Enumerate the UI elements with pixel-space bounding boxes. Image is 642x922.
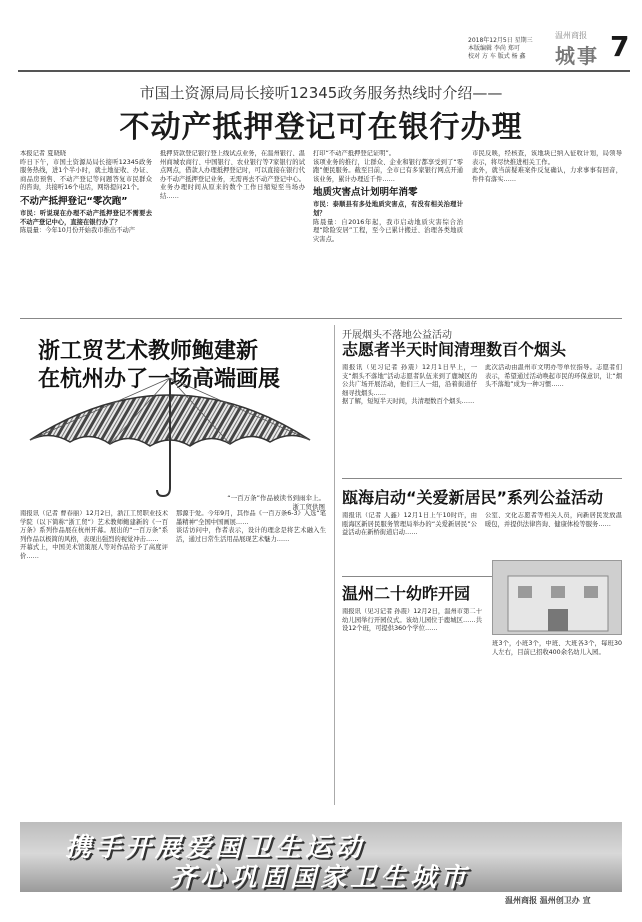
newcomer-body-col2-text: 公室、文化志愿者等相关人员，向新居民发放温暖包，并提供法律咨询、健康体检等服务…… — [485, 512, 622, 528]
newcomer-title: 瓯海启动“关爱新居民”系列公益活动 — [342, 488, 604, 507]
lead-col3-question: 市民：泰顺县有多处地质灾害点，有没有相关治理计划？ — [313, 201, 463, 217]
public-service-banner — [20, 822, 622, 892]
newspaper-brand: 温州商报 — [555, 31, 587, 40]
lead-col1-subhead: 不动产抵押登记“零次跑” — [20, 195, 128, 207]
art-body-col2 — [176, 510, 326, 810]
art-title-line2: 在杭州办了一场高端画展 — [38, 367, 281, 392]
caption-credit: 浙工贸供图 — [292, 503, 325, 511]
kindergarten-body-col1 — [342, 608, 482, 808]
art-body-col1 — [20, 510, 168, 810]
kindergarten-body-col2 — [492, 640, 622, 670]
lead-col3-answer: 陈晨量：自2016年起，我市启动地质灾害综合治理“除险安居”工程，至今已累计搬迁、治理各类地质灾害点。 — [313, 218, 463, 243]
section-divider — [20, 318, 622, 319]
newcomer-body-col1 — [342, 512, 477, 572]
lead-column-3 — [313, 150, 463, 310]
banner-credit: 温州商报 温州创卫办 宣 — [505, 896, 591, 905]
lead-column-2 — [160, 150, 305, 310]
lead-col2-text: 抵押贷款登记银行登上线试点业务，在温州银行、温州商城农商行、中国银行、农业银行等7家银行的试点网点，借款人办理抵押登记时，可以直接在银行代办不动产抵押登记业务，无需再去不动产登记中心。业务办理时间从原来的数个工作日缩短至当场办结…… — [160, 150, 305, 200]
umbrella-photo — [20, 370, 320, 500]
banner-slogan-1: 携手开展爱国卫生运动 — [65, 833, 366, 863]
lead-col1-question: 市民：听说现在办理不动产抵押登记不需要去不动产登记中心，直接在银行办了？ — [20, 209, 152, 226]
volunteer-body-col1 — [342, 364, 477, 474]
caption-text: “一百万条”作品被读书到雨伞上。 — [227, 494, 325, 502]
issue-meta — [468, 37, 558, 61]
volunteer-title: 志愿者半天时间清理数百个烟头 — [342, 340, 567, 359]
lead-column-1 — [20, 150, 152, 310]
art-body-col1-text: 南报讯（记者 曹春丽）12月2日，浙江工贸职业技术学院（以下简称“浙工贸”）艺术教师鲍建新的《一百万条》系列作品展在杭州开幕。展出的“一百万条”系列作品以极简的风格，表现出强烈的视觉冲击…… 开幕式上，中国美术馆策展人等对作品给予了高度评价…… — [20, 510, 168, 560]
story-divider-1 — [342, 478, 622, 479]
art-title-line1: 浙工贸艺术教师鲍建新 — [38, 339, 259, 364]
lead-col1-answer: 陈晨量：今年10月份开始我市推出不动产 — [20, 227, 136, 235]
kindergarten-body-col2-text: 班3个，小班3个，中班、大班各3个，每班30人左右，目前已招收400余名幼儿入园。 — [492, 640, 622, 656]
volunteer-body-col2 — [485, 364, 622, 474]
lead-column-4 — [472, 150, 622, 310]
art-body-col2-text: 那源于爱。今年9月，其作品《一百万条6-3》入选“笔墨精神”全国中国画展…… 谈话访问中，作者表示，设计的理念是将艺术融入生活，通过日常生活用品展现艺术魅力…… — [176, 510, 326, 543]
issue-date: 2018年12月5日 星期三 — [468, 37, 533, 44]
header-rule — [18, 70, 630, 72]
newcomer-body-col1-text: 南报讯（记者 人鑫）12月1日上午10时许，由瓯海区新居民服务管理局举办的“关爱新居民”公益活动在新桥街道启动…… — [342, 512, 477, 537]
banner-slogan-2: 齐心巩固国家卫生城市 — [170, 863, 471, 892]
section-name: 城事 — [555, 44, 599, 68]
lead-col4-text: 市民反映，经核查，该地块已纳入征收计划，局领导表示，将尽快推进相关工作。 此外，就当前疑难案件反复确认，力求事事有回音，件件有落实…… — [472, 150, 622, 183]
building-icon — [493, 561, 622, 635]
lead-col3-text: 打印“不动产抵押登记证明”。 该项业务的推行，让群众、企业和银行都享受到了“零跑”便民服务。截至目前，全市已有多家银行网点开通该业务，累计办理近千件…… — [313, 150, 463, 183]
volunteer-body-col2-text: 此次活动由温州市文明办等单位指导。志愿者们表示，希望通过活动唤起市民的环保意识，让“烟头不落地”成为一种习惯…… — [485, 364, 622, 389]
kindergarten-title: 温州二十幼昨开园 — [342, 584, 471, 603]
lead-kicker: 市国土资源局局长接听12345政务服务热线时介绍—— — [139, 84, 503, 102]
page-header — [0, 0, 642, 72]
issue-proofreaders: 校对 方 车 版式 杨 鑫 — [468, 53, 526, 60]
kindergarten-body-col1-text: 南报讯（见习记者 孙震）12月2日，温州市第二十幼儿园举行开园仪式。该幼儿园位于鹿城区……共设12个班，可提供360个学位…… — [342, 608, 482, 633]
lead-headline: 不动产抵押登记可在银行办理 — [119, 110, 523, 145]
issue-editors: 本版编辑 李尚 郑可 — [468, 45, 520, 52]
volunteer-kicker: 开展烟头不落地公益活动 — [342, 330, 452, 341]
lead-col1-text: 本报记者 夏晓晓 昨日下午，市国土资源局局长接听12345政务服务热线，进1个半小时，就土地征收、办证、商品房预售、不动产登记等问题答复市民群众的咨询，共接听16个电话，网络提问21个。 — [20, 150, 152, 192]
volunteer-body-col1-text: 南报讯（见习记者 孙震）12月1日早上，一支“烟头不落地”活动志愿者队伍来到了鹿城区的公共广场开展活动，他们三人一组，沿着街道仔细寻找烟头…… 据了解，短短半天时间，共清理数百个烟头…… — [342, 364, 477, 406]
page-number: 7 — [610, 30, 630, 63]
lead-col3-subhead: 地质灾害点计划明年消零 — [313, 187, 418, 199]
umbrella-icon — [20, 370, 320, 500]
column-divider — [334, 325, 335, 805]
kindergarten-photo — [492, 560, 622, 635]
